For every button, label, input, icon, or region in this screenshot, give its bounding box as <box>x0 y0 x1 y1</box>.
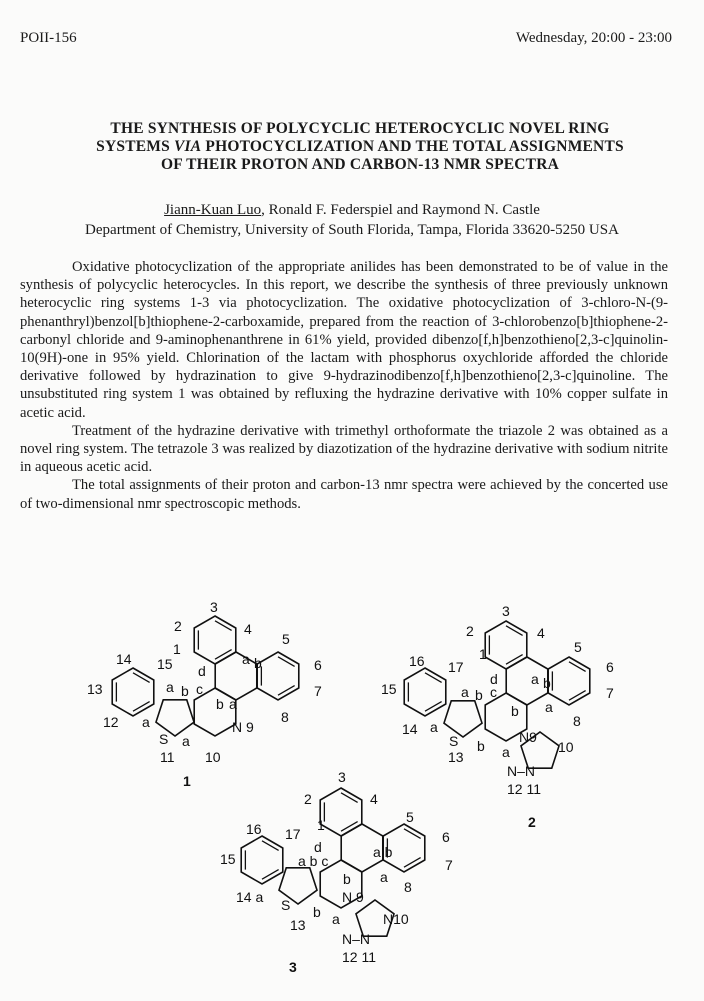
atom-label: 13 <box>87 681 103 697</box>
atom-label: c <box>490 684 497 700</box>
atom-label: 1 <box>479 646 487 662</box>
atom-label: 3 <box>210 599 218 615</box>
atom-label: 6 <box>314 657 322 673</box>
atom-label: 16 <box>409 653 425 669</box>
atom-label: 14 a <box>236 889 264 905</box>
six-membered-ring <box>257 652 299 700</box>
structure-3 <box>220 769 453 975</box>
atom-label: d <box>314 839 322 855</box>
six-membered-ring <box>506 657 548 705</box>
atom-label: 15 <box>220 851 236 867</box>
double-bond <box>133 673 150 683</box>
atom-label: 1 <box>317 817 325 833</box>
atom-label: 2 <box>174 618 182 634</box>
double-bond <box>569 662 586 672</box>
double-bond <box>506 626 523 636</box>
atom-label: S <box>281 897 291 913</box>
paragraph-2: Treatment of the hydrazine derivative with trimethyl orthoformate the triazole 2 was obtained as a novel ring system. The tetrazole 3 was realized by diazotization of the hydrazine derivative with sodium nitrite in aqueous acetic acid. <box>20 422 668 476</box>
atom-label: N–N <box>507 763 536 779</box>
structure-1 <box>87 599 322 789</box>
atom-label: a <box>242 651 250 667</box>
atom-label: 8 <box>573 713 581 729</box>
atom-label: a <box>430 719 438 735</box>
title-text: SYSTEMS <box>96 138 175 155</box>
title-italic: VIA <box>174 138 202 155</box>
atom-label: 5 <box>406 809 414 825</box>
atom-label: 11 <box>160 749 175 765</box>
atom-label: 17 <box>285 826 301 842</box>
six-membered-ring <box>485 621 527 669</box>
atom-label: b <box>477 738 485 754</box>
atom-label: a <box>461 684 469 700</box>
atom-label: b <box>343 871 351 887</box>
atom-label: 14 <box>116 651 132 667</box>
double-bond <box>278 686 295 696</box>
double-bond <box>425 702 442 712</box>
atom-label: a <box>502 744 510 760</box>
atom-label: S <box>159 731 169 747</box>
affiliation: Department of Chemistry, University of South Florida, Tampa, Florida 33620-5250 USA <box>85 222 619 238</box>
atom-label: 3 <box>502 603 510 619</box>
atom-label: 7 <box>445 857 453 873</box>
double-bond <box>262 870 279 880</box>
atom-label: a <box>545 699 553 715</box>
atom-label: a <box>166 679 174 695</box>
compound-number: 2 <box>528 814 536 830</box>
atom-label: b <box>475 687 483 703</box>
atom-label: 6 <box>442 829 450 845</box>
double-bond <box>425 673 442 683</box>
atom-label: 10 <box>558 739 574 755</box>
atom-label: b <box>511 703 519 719</box>
six-membered-ring <box>194 616 236 664</box>
atom-label: b <box>254 655 262 671</box>
atom-label: c <box>196 681 203 697</box>
session-code: POII-156 <box>20 30 77 46</box>
atom-label: 13 <box>290 917 306 933</box>
six-membered-ring <box>320 788 362 836</box>
double-bond <box>215 621 232 631</box>
atom-label: N–N <box>342 931 371 947</box>
atom-label: d <box>198 663 206 679</box>
atom-label: a <box>332 911 340 927</box>
six-membered-ring <box>548 657 590 705</box>
atom-label: N10 <box>383 911 409 927</box>
atom-label: 8 <box>404 879 412 895</box>
atom-label: a <box>142 714 150 730</box>
double-bond <box>278 657 295 667</box>
atom-label: 17 <box>448 659 464 675</box>
structure-2 <box>381 603 614 830</box>
presenting-author: Jiann-Kuan Luo <box>164 202 262 218</box>
atom-label: 8 <box>281 709 289 725</box>
double-bond <box>569 691 586 701</box>
atom-label: 5 <box>282 631 290 647</box>
double-bond <box>133 702 150 712</box>
atom-label: 4 <box>537 625 545 641</box>
atom-label: a b <box>373 844 393 860</box>
double-bond <box>262 841 279 851</box>
compound-number: 3 <box>289 959 297 975</box>
atom-label: a <box>531 671 539 687</box>
atom-label: a <box>380 869 388 885</box>
atom-label: 12 11 <box>342 949 376 965</box>
compound-number: 1 <box>183 773 191 789</box>
atom-label: 6 <box>606 659 614 675</box>
atom-label: d <box>490 671 498 687</box>
atom-label: 16 <box>246 821 262 837</box>
atom-label: a <box>182 733 190 749</box>
atom-label: S <box>449 733 459 749</box>
atom-label: 10 <box>205 749 221 765</box>
atom-label: 7 <box>606 685 614 701</box>
six-membered-ring <box>241 836 283 884</box>
atom-label: N 9 <box>232 719 254 735</box>
atom-label: 15 <box>381 681 397 697</box>
six-membered-ring <box>404 668 446 716</box>
atom-label: 13 <box>448 749 464 765</box>
atom-label: 2 <box>466 623 474 639</box>
atom-label: 1 <box>173 641 181 657</box>
paragraph-3: The total assignments of their proton and carbon-13 nmr spectra were achieved by the concerted use of two-dimensional nmr spectroscopic methods. <box>20 477 668 512</box>
double-bond <box>341 793 358 803</box>
co-authors: , Ronald F. Federspiel and Raymond N. Castle <box>261 202 540 218</box>
atom-label: 2 <box>304 791 312 807</box>
double-bond <box>341 822 358 832</box>
title-line-1: THE SYNTHESIS OF POLYCYCLIC HETEROCYCLIC NOVEL RING <box>110 120 610 137</box>
atom-label: N 9 <box>342 889 364 905</box>
double-bond <box>404 829 421 839</box>
atom-label: a b c <box>298 853 329 869</box>
paragraph-1: Oxidative photocyclization of the appropriate anilides has been demonstrated to be of value in the synthesis of polycyclic heterocycles. In this report, we describe the synthesis of three previously unknown heterocyclic ring systems 1-3 via photocyclization. The oxidative photocyclization of 3-chloro-N-(9-phenanthryl)benzol[b]thiophene-2-carboxamide, prepared from the reaction of 3-chlorobenzo[b]thiophene-2-carbonyl chloride and 9-aminophenanthrene in 61% yield, provided dibenzo[f,h]benzothieno[2,3-c]quinolin-10(9H)-one in 95% yield. Chlorination of the lactam with phosphorus oxychloride afforded the chloride derivative followed by hydrazination to give 9-hydrazinodibenzo[f,h]benzothieno[2,3-c]quinoline. The unsubstituted ring system 1 was obtained by refluxing the hydrazine derivative with 10% copper sulfate in acetic acid. <box>20 259 668 421</box>
double-bond <box>215 650 232 660</box>
title-line-3: OF THEIR PROTON AND CARBON-13 NMR SPECTRA <box>160 156 560 173</box>
session-time: Wednesday, 20:00 - 23:00 <box>515 30 672 46</box>
atom-label: b <box>181 683 189 699</box>
atom-label: b <box>543 675 551 691</box>
five-membered-ring <box>444 701 482 737</box>
atom-label: 12 11 <box>507 781 541 797</box>
atom-label: 14 <box>402 721 418 737</box>
atom-label: b <box>216 696 224 712</box>
six-membered-ring <box>112 668 154 716</box>
atom-label: 3 <box>338 769 346 785</box>
double-bond <box>506 655 523 665</box>
atom-label: N9 <box>519 729 537 745</box>
atom-label: a <box>229 696 237 712</box>
atom-label: b <box>313 904 321 920</box>
title-text: PHOTOCYCLIZATION AND THE TOTAL ASSIGNMENTS <box>201 138 624 155</box>
six-membered-ring <box>215 652 257 700</box>
atom-label: 15 <box>157 656 173 672</box>
atom-label: 4 <box>244 621 252 637</box>
atom-label: 7 <box>314 683 322 699</box>
atom-label: 12 <box>103 714 119 730</box>
atom-label: 4 <box>370 791 378 807</box>
atom-label: 5 <box>574 639 582 655</box>
double-bond <box>404 858 421 868</box>
